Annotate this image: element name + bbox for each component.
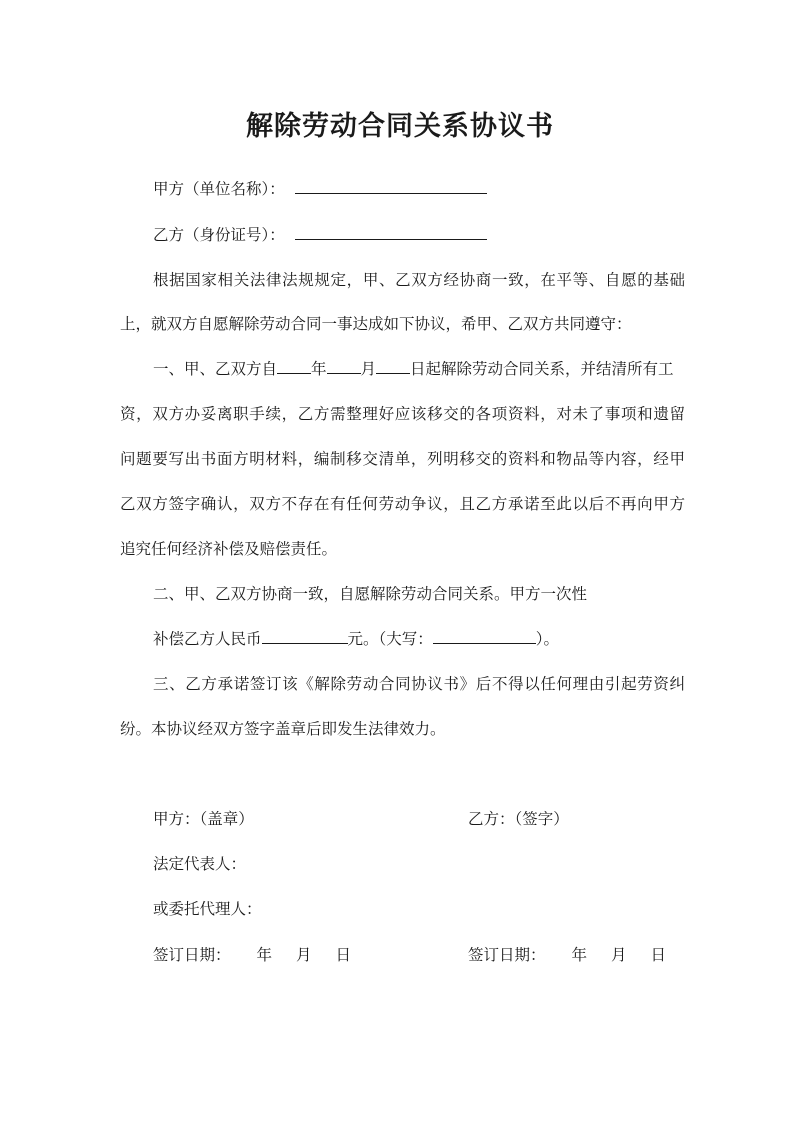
clause-1-suffix: 日起解除劳动合同关系，并结清所有工 xyxy=(410,360,674,378)
clause-2-line-1: 二、甲、乙双方协商一致，自愿解除劳动合同关系。甲方一次性 xyxy=(153,585,588,603)
clause-1-month-label: 月 xyxy=(360,360,377,378)
sign-date-day: 日 xyxy=(650,946,667,964)
clause-1-line-4: 乙双方签字确认，双方不存在有任何劳动争议，且乙方承诺至此以后不再向甲方 xyxy=(120,495,685,513)
preamble-line-1: 根据国家相关法律法规规定，甲、乙双方经协商一致，在平等、自愿的基础 xyxy=(153,271,685,289)
sign-date-label: 签订日期： xyxy=(468,946,546,964)
compensation-words-blank[interactable] xyxy=(433,629,536,644)
clause-1-line-2: 资，双方办妥离职手续，乙方需整理好应该移交的各项资料，对未了事项和遗留 xyxy=(120,405,685,423)
clause-1-year-label: 年 xyxy=(311,360,327,378)
clause-3-line-2: 纷。本协议经双方签字盖章后即发生法律效力。 xyxy=(120,720,446,738)
party-b-id-blank[interactable] xyxy=(295,225,487,240)
party-b-line xyxy=(153,225,487,245)
party-a-name-blank[interactable] xyxy=(295,179,487,194)
clause-2-suffix: ）。 xyxy=(535,630,560,648)
party-a-line xyxy=(153,179,487,199)
clause-1-line-1 xyxy=(153,359,674,379)
clause-3-line-1: 三、乙方承诺签订该《解除劳动合同协议书》后不得以任何理由引起劳资纠 xyxy=(153,675,685,693)
party-b-label: 乙方（身份证号）： xyxy=(153,226,285,244)
clause-2-line-2 xyxy=(153,629,559,649)
party-b-signature: 乙方：（签字） xyxy=(468,810,569,828)
party-a-label: 甲方（单位名称）： xyxy=(153,180,285,198)
clause-1-day-blank[interactable] xyxy=(376,359,410,374)
sign-date-month: 月 xyxy=(296,946,312,964)
compensation-amount-blank[interactable] xyxy=(262,629,348,644)
party-a-seal: 甲方：（盖章） xyxy=(153,810,254,828)
sign-date-day: 日 xyxy=(335,946,352,964)
clause-1-month-blank[interactable] xyxy=(327,359,361,374)
clause-2-mid: 元。（大写： xyxy=(347,630,433,648)
sign-date-year: 年 xyxy=(571,946,588,964)
clause-1-year-blank[interactable] xyxy=(277,359,311,374)
legal-representative: 法定代表人： xyxy=(153,855,247,873)
clause-1-line-3: 问题要写出书面方明材料，编制移交清单，列明移交的资料和物品等内容，经甲 xyxy=(120,450,685,468)
sign-date-label: 签订日期： xyxy=(153,946,231,964)
authorized-agent: 或委托代理人： xyxy=(153,900,262,918)
sign-date-month: 月 xyxy=(611,946,627,964)
clause-1-line-5: 追究任何经济补偿及赔偿责任。 xyxy=(120,540,338,558)
clause-2-prefix: 补偿乙方人民币 xyxy=(153,630,262,648)
preamble-line-2: 上，就双方自愿解除劳动合同一事达成如下协议，希甲、乙双方共同遵守： xyxy=(120,315,632,333)
party-a-sign-date xyxy=(153,945,351,965)
party-b-sign-date xyxy=(468,945,666,965)
sign-date-year: 年 xyxy=(256,946,273,964)
clause-1-prefix: 一、甲、乙双方自 xyxy=(153,360,278,378)
document-title: 解除劳动合同关系协议书 xyxy=(246,111,554,142)
